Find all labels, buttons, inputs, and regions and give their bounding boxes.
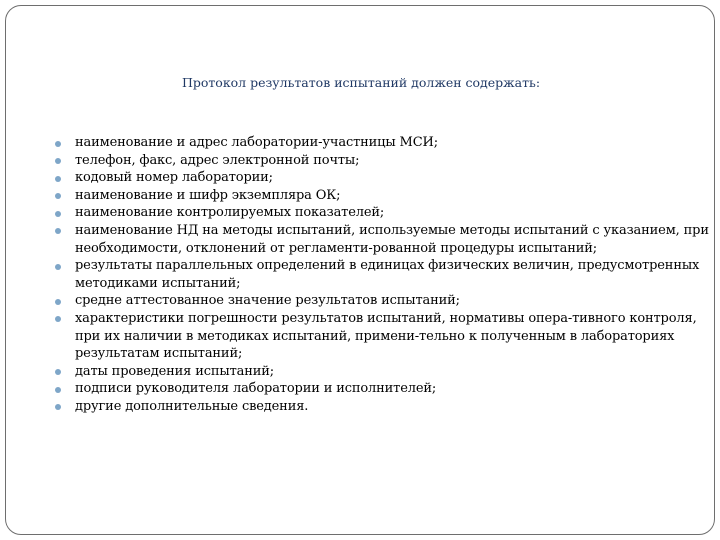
bullet-icon [55,158,61,164]
list-item-text: другие дополнительные сведения. [75,398,309,414]
list-item-text: подписи руководителя лаборатории и исполнителей; [75,381,437,397]
bullet-icon [55,387,61,393]
list-item [55,134,710,152]
list-item-text: результаты параллельных определений в единицах физических величин, предусмотренных методиками испытаний; [75,258,700,291]
list-item [55,398,710,416]
bullet-icon [55,141,61,147]
bullet-icon [55,369,61,375]
list-item-text: характеристики погрешности результатов испытаний, нормативы опера-тивного контроля, при их наличии в методиках испытаний, примени-тельно к полученным в лабораториях результатам испытаний; [75,310,697,362]
list-item [55,310,710,363]
list-item [55,292,710,310]
list-item [55,222,710,257]
list-item [55,257,710,292]
list-item-text: наименование НД на методы испытаний, используемые методы испытаний с указанием, при необходимости, отклонений от регламенти-рованной процедуры испытаний; [75,222,709,256]
requirements-list [55,134,710,416]
list-item [55,169,710,187]
list-item-text: наименование контролируемых показателей; [75,205,385,221]
list-item-text: телефон, факс, адрес электронной почты; [75,152,360,168]
bullet-icon [55,228,61,234]
list-item [55,152,710,170]
bullet-icon [55,264,61,270]
list-item [55,204,710,222]
bullet-icon [55,193,61,199]
list-item-text: даты проведения испытаний; [75,363,274,379]
list-item-text: наименование и адрес лаборатории-участницы МСИ; [75,135,438,150]
bullet-icon [55,316,61,322]
bullet-icon [55,176,61,182]
bullet-icon [55,404,61,410]
list-item-text: средне аттестованное значение результатов испытаний; [75,293,460,309]
bullet-icon [55,299,61,305]
list-item-text: наименование и шифр экземпляра ОК; [75,187,341,203]
list-item [55,187,710,205]
slide-frame [5,5,715,535]
list-item [55,363,710,381]
list-item [55,380,710,398]
bullet-icon [55,211,61,217]
list-item-text: кодовый номер лаборатории; [75,170,273,186]
slide-title: Протокол результатов испытаний должен содержать: [181,75,541,90]
